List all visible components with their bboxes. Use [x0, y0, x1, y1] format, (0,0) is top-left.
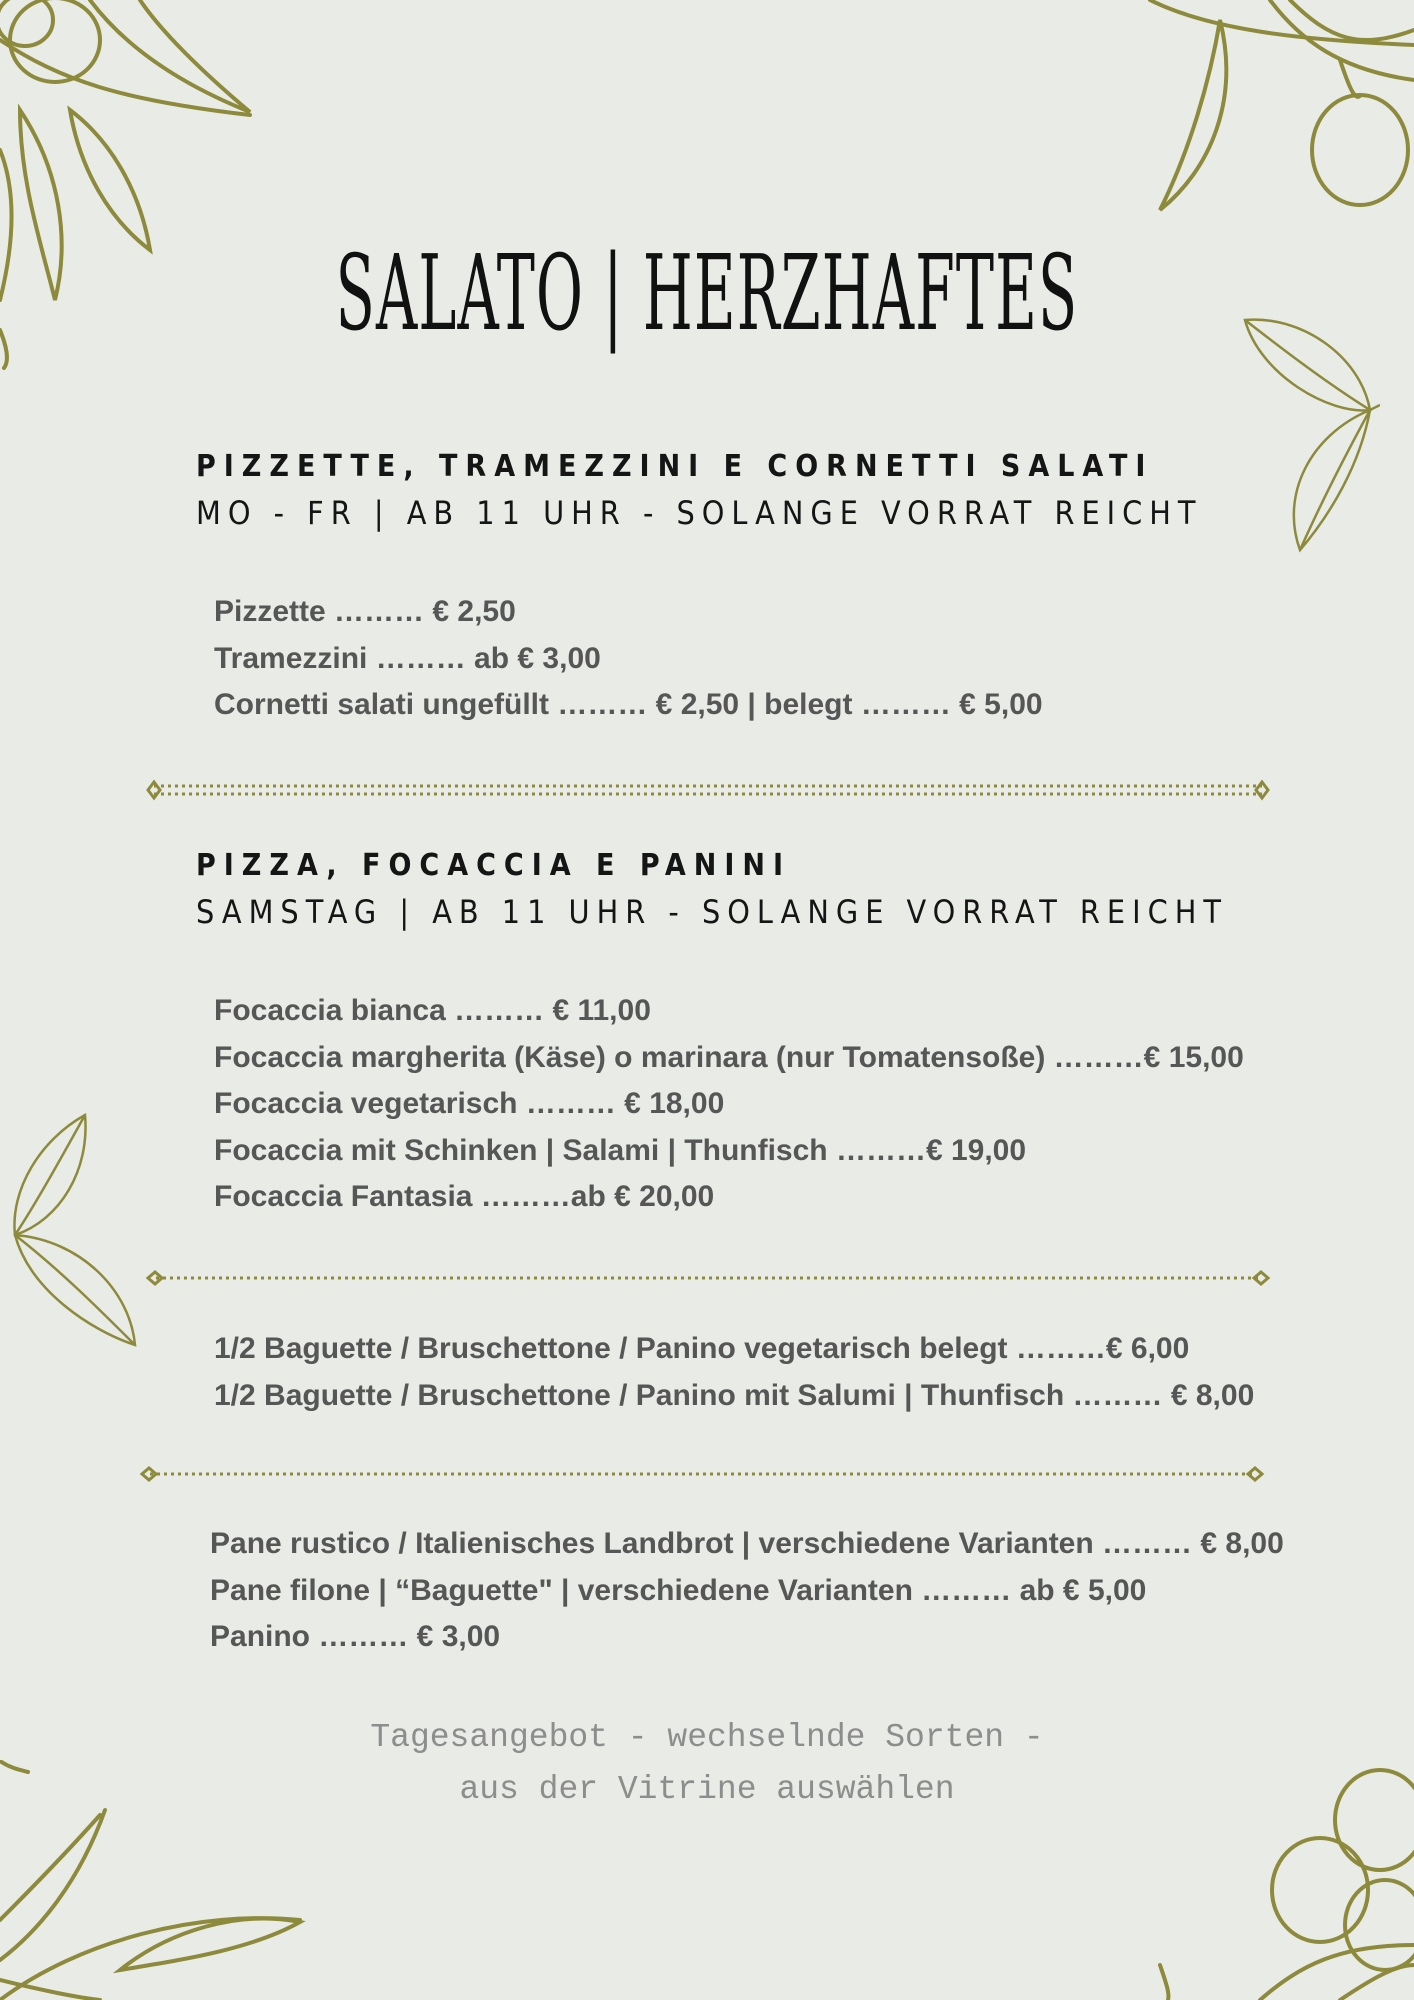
menu-list-focaccia [214, 988, 1244, 1221]
menu-item: Pane filone | “Baguette" | verschiedene Varianten ……… ab € 5,00 [210, 1573, 1147, 1607]
olive-branch-top-left-icon [0, 0, 260, 380]
dotted-divider [134, 1464, 1270, 1484]
note-line: aus der Vitrine auswählen [459, 1771, 955, 1808]
menu-item: Focaccia vegetarisch ……… € 18,00 [214, 1087, 725, 1120]
menu-item: 1/2 Baguette / Bruschettone / Panino vegetarisch belegt ………€ 6,00 [214, 1332, 1190, 1365]
note-line: Tagesangebot - wechselnde Sorten - [370, 1719, 1044, 1756]
menu-item: 1/2 Baguette / Bruschettone / Panino mit Salumi | Thunfisch ……… € 8,00 [214, 1378, 1255, 1412]
menu-item: Pane rustico / Italienisches Landbrot | verschiedene Varianten ……… € 8,00 [210, 1527, 1284, 1560]
daily-offer-note [0, 1712, 1414, 1816]
section-subheading: SAMSTAG | AB 11 UHR - SOLANGE VORRAT REICHT [196, 893, 1228, 931]
olive-branch-top-right-icon [1140, 0, 1414, 230]
menu-item: Focaccia Fantasia ………ab € 20,00 [214, 1180, 715, 1213]
menu-item: Panino ……… € 3,00 [210, 1620, 501, 1653]
section-header-pizza [196, 843, 1228, 935]
page-title: SALATO | HERZHAFTES [335, 232, 1079, 354]
section-heading: PIZZA, FOCACCIA E PANINI [196, 848, 792, 883]
basil-leaf-right-icon [1240, 315, 1380, 555]
dotted-divider [140, 1268, 1276, 1288]
menu-item: Tramezzini ……… ab € 3,00 [214, 641, 601, 675]
menu-item: Focaccia margherita (Käse) o marinara (nur Tomatensoße) ………€ 15,00 [214, 1040, 1244, 1074]
menu-list-breads [210, 1521, 1284, 1661]
menu-item: Pizzette ……… € 2,50 [214, 595, 516, 628]
basil-leaf-left-icon [0, 1110, 140, 1350]
menu-item: Focaccia mit Schinken | Salami | Thunfisch ………€ 19,00 [214, 1133, 1027, 1167]
menu-list-baguettes [214, 1326, 1254, 1419]
section-header-pizzette [196, 444, 1202, 536]
menu-list-pizzette [214, 589, 1043, 729]
ornamental-divider [140, 776, 1276, 804]
menu-item: Focaccia bianca ……… € 11,00 [214, 994, 651, 1027]
menu-item: Cornetti salati ungefüllt ……… € 2,50 | belegt ……… € 5,00 [214, 688, 1043, 721]
section-heading: PIZZETTE, TRAMEZZINI E CORNETTI SALATI [196, 449, 1154, 484]
section-subheading: MO - FR | AB 11 UHR - SOLANGE VORRAT REICHT [196, 494, 1203, 532]
